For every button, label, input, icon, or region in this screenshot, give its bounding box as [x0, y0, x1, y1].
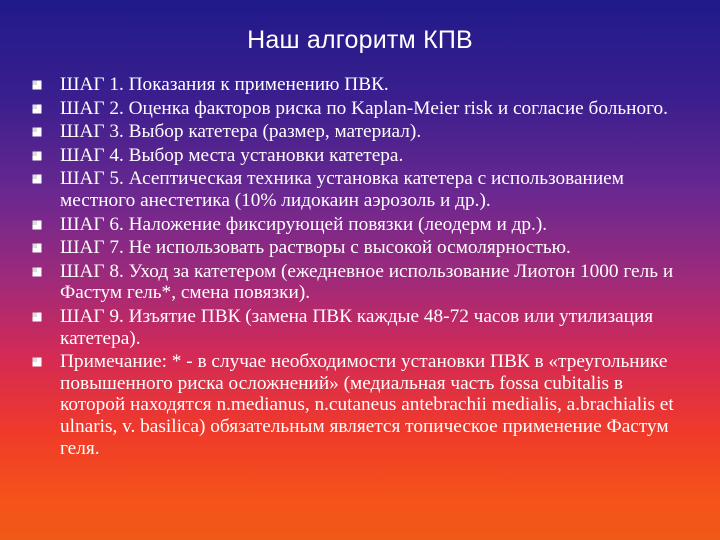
square-bullet-icon — [32, 80, 42, 90]
list-item-text: ШАГ 8. Уход за катетером (ежедневное использование Лиотон 1000 гель и Фастум гель*, смена повязки). — [60, 260, 674, 304]
list-item — [30, 214, 690, 236]
square-bullet-icon — [32, 220, 42, 230]
list-item — [30, 237, 690, 259]
square-bullet-icon — [32, 312, 42, 322]
square-bullet-icon — [32, 104, 42, 114]
list-item — [30, 168, 690, 211]
list-item-text: ШАГ 1. Показания к применению ПВК. — [60, 74, 389, 95]
list-item — [30, 121, 690, 143]
bullet-list — [30, 74, 690, 461]
list-item-text: ШАГ 9. Изъятие ПВК (замена ПВК каждые 48-72 часов или утилизация катетера). — [60, 305, 654, 349]
list-item — [30, 98, 690, 120]
list-item — [30, 306, 690, 349]
list-item-text: ШАГ 3. Выбор катетера (размер, материал). — [60, 121, 422, 143]
square-bullet-icon — [32, 151, 42, 161]
list-item-text: ШАГ 2. Оценка факторов риска по Kaplan-Meier risk и согласие больного. — [60, 97, 668, 119]
list-item-text: ШАГ 6. Наложение фиксирующей повязки (леодерм и др.). — [60, 213, 548, 235]
square-bullet-icon — [32, 267, 42, 277]
square-bullet-icon — [32, 127, 42, 137]
square-bullet-icon — [32, 243, 42, 253]
list-item — [30, 74, 690, 96]
list-item-text: Примечание: * - в случае необходимости установки ПВК в «треугольнике повышенного риска осложнений» (медиальная часть fossa cubitalis в которой находятся n.medianus, n.cutaneus antebrachii medialis, a.brachialis et ulnaris, v. basilica) обязательным является топическое применение Фастум геля. — [60, 351, 674, 459]
slide-title: Наш алгоритм КПВ — [247, 26, 473, 54]
list-item — [30, 351, 690, 459]
list-item-text: ШАГ 5. Асептическая техника установка катетера с использованием местного анестетика (10% лидокаин аэрозоль и др.). — [60, 168, 624, 211]
list-item — [30, 145, 690, 167]
square-bullet-icon — [32, 357, 42, 367]
square-bullet-icon — [32, 174, 42, 184]
list-item-text: ШАГ 7. Не использовать растворы с высокой осмолярностью. — [60, 237, 571, 259]
list-item-text: ШАГ 4. Выбор места установки катетера. — [60, 144, 404, 166]
list-item — [30, 261, 690, 304]
